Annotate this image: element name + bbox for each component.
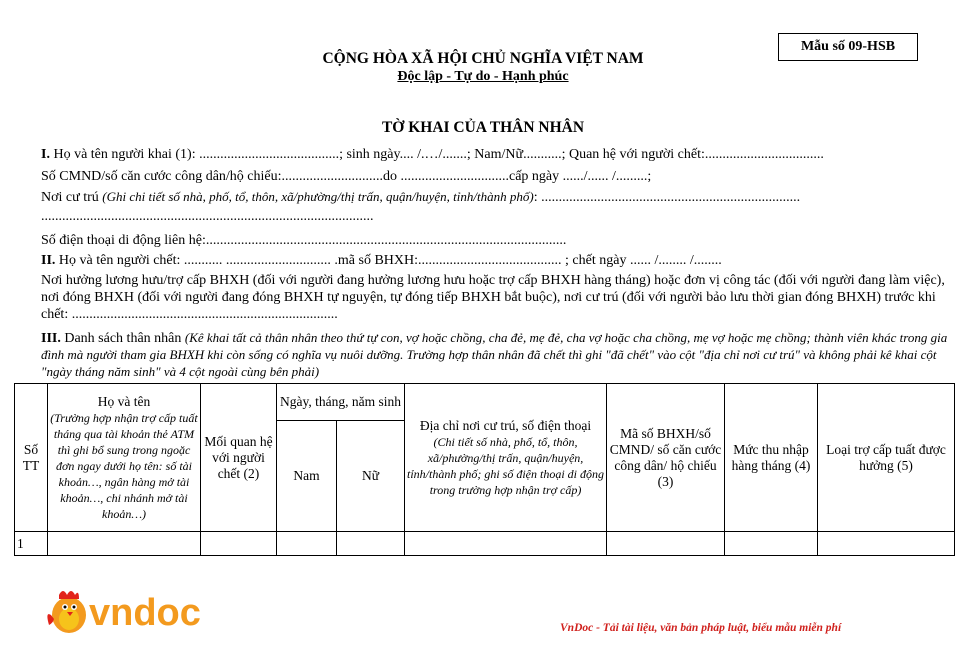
col-id: Mã số BHXH/số CMND/ số căn cước công dân/ hộ chiếu (3) [607, 384, 725, 532]
motto: Độc lập - Tự do - Hạnh phúc [397, 69, 569, 84]
section2-paragraph: Nơi hưởng lương hưu/trợ cấp BHXH (đối với người đang hưởng lương hưu hoặc trợ cấp BHXH hàng tháng) hoặc đơn vị công tác (đối với người đang làm việc), nơi đóng BHXH (đối với người đang đóng BHXH tự nguyện, tự đóng tiếp BHXH bắt buộc), nơi cư trú (đối với người bảo lưu thời gian đóng BHXH) trước khi chết: ............................................................................ [41, 273, 945, 322]
section1-line5: Số điện thoại di động liên hệ:....................................................................................................... [41, 233, 567, 248]
relatives-table [14, 383, 955, 556]
section1-line3: Nơi cư trú (Ghi chi tiết số nhà, phố, tổ, thôn, xã/phường/thị trấn, quận/huyện, tỉnh/thành phố): .......................................................................... [41, 189, 801, 205]
col-income: Mức thu nhập hàng tháng (4) [725, 384, 818, 532]
row-stt: 1 [15, 532, 48, 556]
section1-line4: ............................................................................................... [41, 209, 374, 224]
table-row [15, 532, 955, 556]
section2-line1: II. Họ và tên người chết: ........... .............................. .mã số BHXH:......................................... ; chết ngày ...... /........ /........ [41, 253, 722, 268]
col-female: Nữ [337, 421, 405, 532]
nation-title: CỘNG HÒA XÃ HỘI CHỦ NGHĨA VIỆT NAM [322, 50, 644, 67]
section1-line1: I. Họ và tên người khai (1): ........................................; sinh ngày.... /.…/.......; Nam/Nữ...........; Quan hệ với người chết:.................................. [41, 147, 824, 162]
col-type: Loại trợ cấp tuất được hưởng (5) [818, 384, 955, 532]
vndoc-logo [45, 585, 225, 637]
col-relation: Mối quan hệ với người chết (2) [201, 384, 277, 532]
chicken-icon [45, 585, 225, 637]
col-dob: Ngày, tháng, năm sinh [277, 384, 405, 421]
section3-paragraph: III. Danh sách thân nhân (Kê khai tất cả thân nhân theo thứ tự con, vợ hoặc chồng, cha đẻ, mẹ đẻ, cha vợ hoặc cha chồng, mẹ vợ hoặc mẹ chồng; thành viên khác trong gia đình mà người tham gia BHXH khi còn sống có nghĩa vụ nuôi dưỡng. Trường hợp thân nhân đã chết thì ghi "đã chết" vào cột "địa chỉ nơi cư trú" và không phải kê khai cột "ngày tháng năm sinh" và 4 cột ngoài cùng bên phải) [41, 330, 948, 379]
col-name: Họ và tên (Trường hợp nhận trợ cấp tuất tháng qua tài khoản thẻ ATM thì ghi bổ sung trong ngoặc đơn ngay dưới họ tên: số tài khoản…, ngân hàng mở tài khoản…, chi nhánh mở tài khoản…) [48, 384, 201, 532]
col-male: Nam [277, 421, 337, 532]
document-title: TỜ KHAI CỦA THÂN NHÂN [381, 119, 585, 136]
section1-line2: Số CMND/số căn cước công dân/hộ chiếu:.............................do ...............................cấp ngày ....../...... /.........; [41, 169, 652, 184]
col-stt: Số TT [15, 384, 48, 532]
form-code: Mẫu số 09-HSB [778, 33, 918, 61]
logo-text: vndoc [89, 592, 201, 634]
footer-text: VnDoc - Tải tài liệu, văn bản pháp luật, biểu mẫu miễn phí [560, 622, 842, 634]
col-address: Địa chỉ nơi cư trú, số điện thoại (Chi tiết số nhà, phố, tổ, thôn, xã/phường/thị trấn, quận/huyện, tỉnh/thành phố; ghi số điện thoại di động trong trường hợp nhận trợ cấp) [405, 384, 607, 532]
